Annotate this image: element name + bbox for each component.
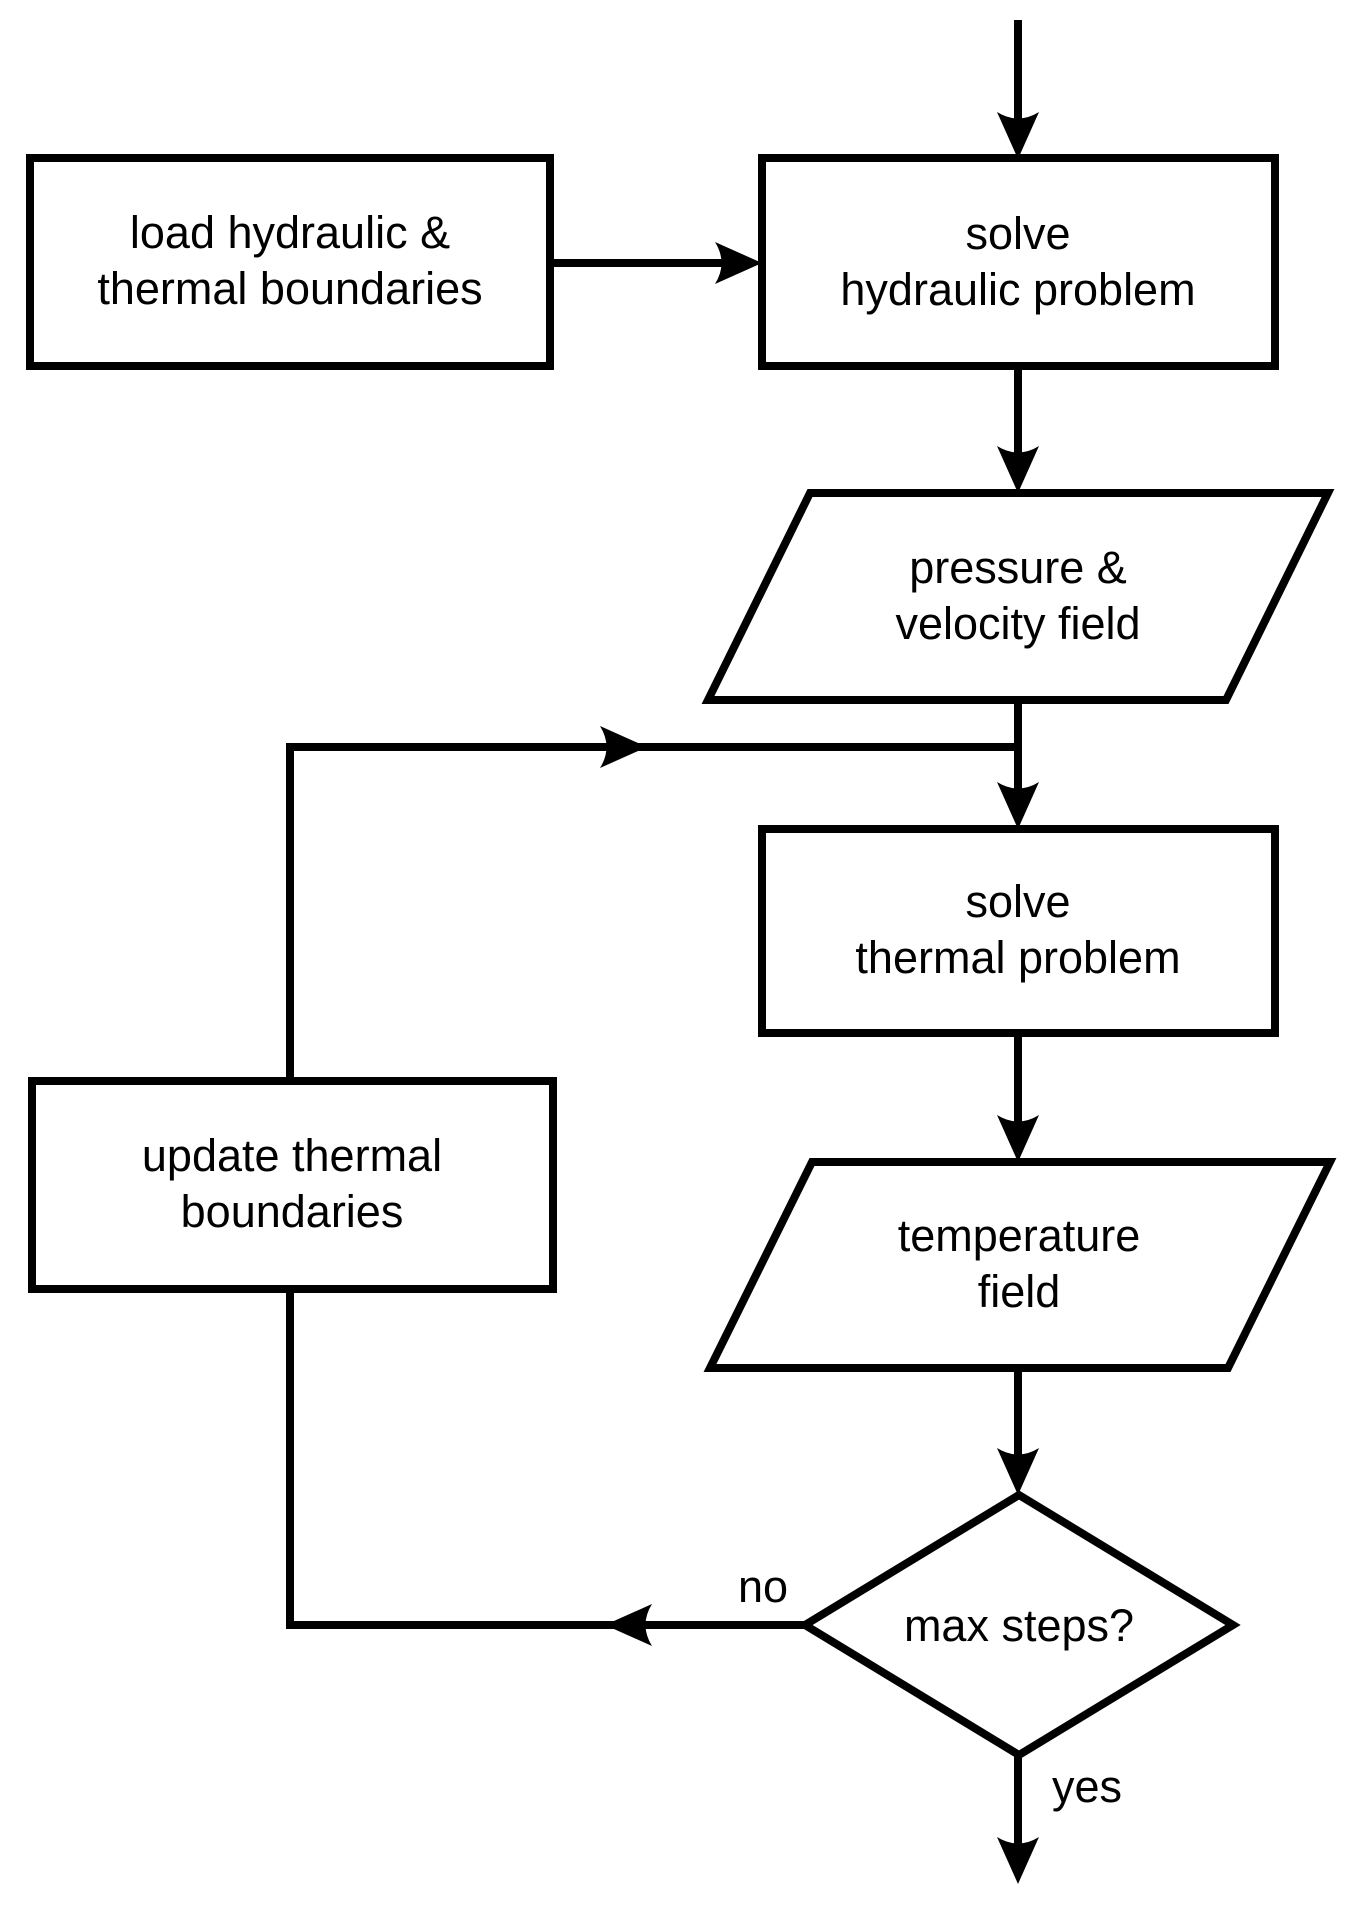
arrowhead-into-solve-thermal [997,782,1039,829]
arrowhead-no-branch-leftward [605,1604,652,1646]
arrowhead-into-solve-hydraulic-left [715,242,762,284]
arrowhead-into-pressure-velocity [997,446,1039,493]
node-solve-hydraulic-label-line2: hydraulic problem [840,264,1196,315]
node-temperature-field-label-line2: field [977,1266,1061,1317]
arrowhead-into-solve-hydraulic-top [997,112,1039,159]
node-load-boundaries [30,158,550,366]
edge-label-yes: yes [1052,1761,1123,1812]
arrowhead-into-max-steps [997,1448,1039,1495]
edge-label-no: no [737,1561,788,1612]
node-solve-thermal [762,829,1275,1033]
arrowhead-exit-bottom [997,1837,1039,1884]
node-update-thermal [32,1081,553,1289]
node-pressure-velocity-label-line2: velocity field [895,598,1141,649]
node-pressure-velocity [708,493,1328,700]
node-pressure-velocity-label-line1: pressure & [909,542,1127,593]
node-update-thermal-label-line1: update thermal [141,1130,443,1181]
node-update-thermal-label-line2: boundaries [180,1186,404,1237]
node-temperature-field [710,1162,1330,1368]
node-solve-hydraulic [762,158,1275,366]
node-solve-thermal-label-line2: thermal problem [855,932,1181,983]
arrowhead-into-temperature-field [997,1115,1039,1162]
node-temperature-field-label-line1: temperature [897,1210,1141,1261]
node-solve-hydraulic-label-line1: solve [965,208,1071,259]
node-max-steps-label: max steps? [903,1600,1135,1651]
arrowhead-feedback-rightward [600,726,647,768]
node-load-boundaries-label-line1: load hydraulic & [129,207,451,258]
node-solve-thermal-label-line1: solve [965,876,1071,927]
node-load-boundaries-label-line2: thermal boundaries [97,263,483,314]
